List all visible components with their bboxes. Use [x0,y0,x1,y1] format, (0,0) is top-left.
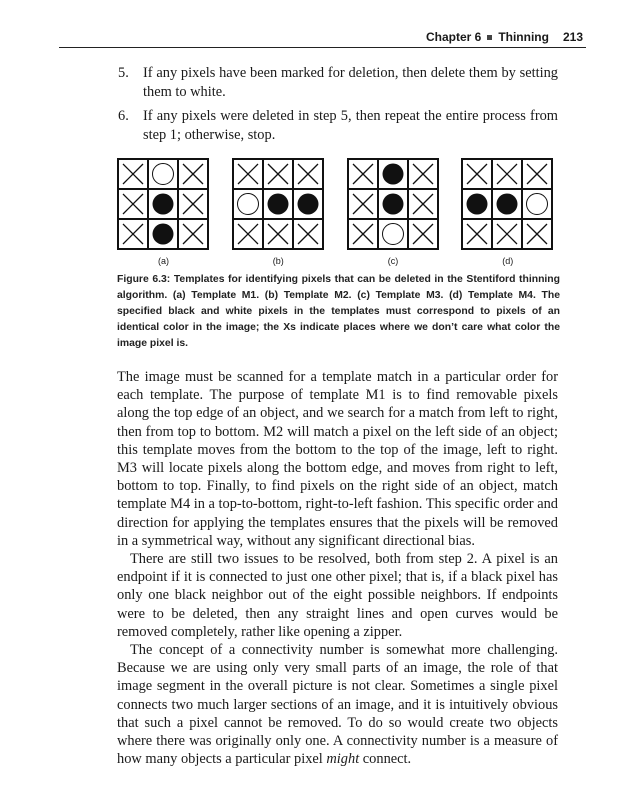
running-header [426,30,583,44]
dont-care-cell [118,189,148,219]
dont-care-cell [178,189,208,219]
black-pixel-cell [148,189,178,219]
step-list [118,64,558,150]
x-mark-icon [464,161,490,187]
template-grids [117,158,557,266]
paragraph: There are still two issues to be resolved, both from step 2. A pixel is an endpoint if it is connected to just one other pixel; that is, if a black pixel has only one black neighbor out of the eight possible neighbors. If endpoints were to be deleted, then any straight lines and open curves would be removed completely, rather like opening a zipper. [117,551,558,640]
paragraph: The image must be scanned for a template match in a particular order for each template. The purpose of template M1 is to find removable pixels along the top edge of an object, and we search for a match from left to right, then from top to bottom. M2 will match a pixel on the left side of an object; this template moves from the bottom to the top of the image, left to right. M3 will locate pixels along the bottom edge, and moves from right to left, bottom to top. Finally, to find pixels on the right side of an object, match template M4 in a top-to-bottom, right-to-left fashion. This specific order and direction for applying the templates ensures that the pixels will be removed in a symmetrical way, without any significant directional bias. [117,369,558,549]
black-circle-icon [494,191,520,217]
x-mark-icon [464,221,490,247]
white-pixel-cell [233,189,263,219]
emphasis-text: might [326,751,360,768]
template-grid-wrap [347,158,443,266]
black-pixel-cell [148,219,178,249]
figure-caption [117,272,560,352]
x-mark-icon [350,191,376,217]
template-grid [232,158,324,250]
body-text [117,368,558,768]
x-mark-icon [410,161,436,187]
white-circle-icon [235,191,261,217]
x-mark-icon [410,221,436,247]
black-circle-icon [265,191,291,217]
x-mark-icon [235,221,261,247]
step-number: 6. [118,108,129,124]
x-mark-icon [295,161,321,187]
x-mark-icon [410,191,436,217]
template-label: (a) [158,256,169,266]
black-circle-icon [380,191,406,217]
dont-care-cell [408,189,438,219]
black-pixel-cell [263,189,293,219]
chapter-title: Thinning [498,30,549,44]
dont-care-cell [408,219,438,249]
dont-care-cell [263,219,293,249]
dont-care-cell [293,159,323,189]
dont-care-cell [522,219,552,249]
black-circle-icon [150,221,176,247]
dont-care-cell [348,159,378,189]
white-circle-icon [150,161,176,187]
x-mark-icon [120,191,146,217]
x-mark-icon [180,221,206,247]
step-number: 5. [118,65,129,81]
black-circle-icon [295,191,321,217]
template-grid-wrap [117,158,213,266]
figure-templates [117,158,557,266]
template-label: (c) [387,256,399,266]
template-grid [347,158,439,250]
header-rule [59,47,586,48]
template-grid-wrap [232,158,328,266]
dont-care-cell [492,219,522,249]
dont-care-cell [462,219,492,249]
template-label: (d) [502,256,514,266]
x-mark-icon [180,191,206,217]
white-pixel-cell [378,219,408,249]
white-pixel-cell [148,159,178,189]
dont-care-cell [178,159,208,189]
chapter-label: Chapter 6 [425,30,482,44]
x-mark-icon [494,221,520,247]
white-pixel-cell [522,189,552,219]
black-circle-icon [464,191,490,217]
x-mark-icon [494,161,520,187]
black-circle-icon [380,161,406,187]
template-label: (b) [272,256,284,266]
page-number: 213 [562,30,583,44]
step-text: If any pixels have been marked for deletion, then delete them by setting them to white. [143,65,558,100]
black-pixel-cell [462,189,492,219]
step-item [118,107,558,145]
x-mark-icon [524,221,550,247]
dont-care-cell [492,159,522,189]
step-item [118,64,558,102]
x-mark-icon [265,221,291,247]
x-mark-icon [350,221,376,247]
black-pixel-cell [293,189,323,219]
x-mark-icon [120,161,146,187]
caption-label: Figure 6.3: [117,274,171,285]
black-pixel-cell [378,189,408,219]
template-grid-wrap [461,158,557,266]
x-mark-icon [265,161,291,187]
header-separator [487,35,492,40]
x-mark-icon [295,221,321,247]
white-circle-icon [380,221,406,247]
dont-care-cell [233,219,263,249]
x-mark-icon [350,161,376,187]
dont-care-cell [293,219,323,249]
dont-care-cell [462,159,492,189]
dont-care-cell [178,219,208,249]
black-pixel-cell [378,159,408,189]
dont-care-cell [118,159,148,189]
dont-care-cell [263,159,293,189]
dont-care-cell [118,219,148,249]
caption-text: Templates for identifying pixels that can be deleted in the Stentiford thinning algorithm. (a) Template M1. (b) Template M2. (c) Template M3. (d) Template M4. The specified black and white pixels in the templates must correspond to pixels of an identical color in the image; the Xs indicate places where we don’t care what color the image pixel is. [117,274,561,349]
paragraph [117,641,558,768]
x-mark-icon [180,161,206,187]
template-grid [117,158,209,250]
x-mark-icon [235,161,261,187]
paragraph-text: The concept of a connectivity number is somewhat more challenging. Because we are using only very small parts of an image, the role of that image segment in the overall picture is not clear. Sometimes a single pixel connects two much larger sections of an image, and it is intuitively obvious that such a pixel cannot be removed. To do so would create two objects where there was originally only one. A connectivity number is a measure of how many objects a particular pixel [117,642,558,768]
paragraph-end: connect. [359,751,412,768]
dont-care-cell [348,219,378,249]
x-mark-icon [120,221,146,247]
step-text: If any pixels were deleted in step 5, then repeat the entire process from step 1; otherwise, stop. [143,108,558,143]
dont-care-cell [408,159,438,189]
x-mark-icon [524,161,550,187]
dont-care-cell [233,159,263,189]
black-circle-icon [150,191,176,217]
black-pixel-cell [492,189,522,219]
dont-care-cell [348,189,378,219]
dont-care-cell [522,159,552,189]
white-circle-icon [524,191,550,217]
template-grid [461,158,553,250]
